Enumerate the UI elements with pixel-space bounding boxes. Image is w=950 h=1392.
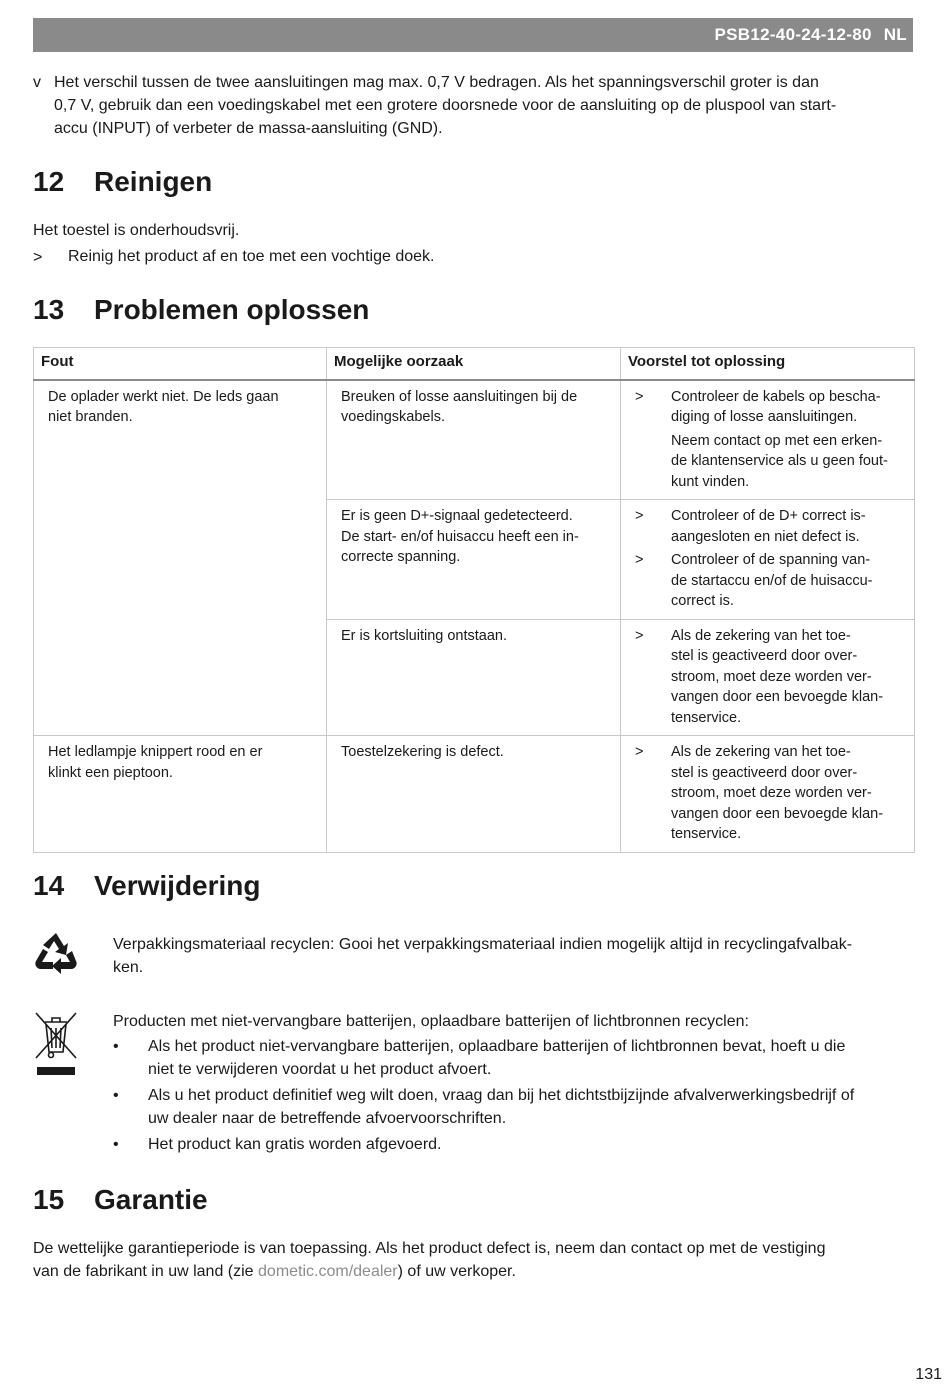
cell-line: tenservice.	[671, 826, 742, 842]
section-title: Problemen oplossen	[94, 294, 370, 325]
text-line: Het product kan gratis worden afgevoerd.	[148, 1136, 442, 1153]
solution-item	[635, 550, 906, 612]
cell-line: correct is.	[671, 593, 734, 609]
cell-line: kunt vinden.	[671, 473, 750, 490]
cell-line: Er is geen D+-signaal gedetecteerd.	[341, 508, 573, 524]
page-number: 131	[915, 1366, 942, 1383]
column-header: Mogelijke oorzaak	[327, 348, 621, 380]
solution-cell	[621, 619, 915, 736]
cause-cell	[327, 619, 621, 736]
section-number: 15	[33, 1184, 65, 1215]
solution-item	[635, 742, 906, 845]
cell-line: vangen door een bevoegde klan-	[671, 805, 884, 822]
section-number: 14	[33, 870, 65, 901]
text-fragment: van de fabrikant in uw land (zie	[33, 1263, 259, 1280]
step-marker: >	[33, 249, 43, 266]
troubleshooting-table	[33, 347, 915, 853]
cell-line: vangen door een bevoegde klan-	[671, 689, 884, 705]
section-number: 12	[33, 166, 65, 197]
cell-line: de klantenservice als u geen fout-	[671, 453, 888, 469]
solution-item	[635, 506, 906, 547]
section-12-heading	[33, 165, 212, 199]
fault-cell	[34, 380, 327, 736]
battery-intro: Producten met niet-vervangbare batterijen, oplaadbare batterijen of lichtbronnen recyclen:	[113, 1013, 749, 1030]
language-code: NL	[883, 25, 907, 44]
cell-line: Controleer of de D+ correct is-	[671, 508, 866, 524]
step-marker: >	[635, 552, 644, 568]
text-fragment: ) of uw verkoper.	[397, 1263, 516, 1280]
cell-line: stel is geactiveerd door over-	[671, 648, 858, 664]
cell-line: Als de zekering van het toe-	[671, 627, 851, 644]
note-marker: v	[33, 74, 41, 91]
intro-paragraph	[54, 71, 914, 140]
step-marker: >	[635, 744, 644, 760]
table-row	[34, 736, 915, 853]
intro-line: accu (INPUT) of verbeter de massa-aansluiting (GND).	[54, 120, 443, 137]
cell-line: stel is geactiveerd door over-	[671, 764, 858, 781]
crossed-out-bin-icon	[33, 1010, 79, 1080]
section-title: Garantie	[94, 1184, 208, 1215]
cell-line: niet branden.	[48, 409, 133, 425]
list-item	[113, 1133, 918, 1156]
text-line	[33, 1260, 918, 1283]
cell-line: De start- en/of huisaccu heeft een in-	[341, 528, 579, 545]
bullet-dot: •	[113, 1038, 119, 1055]
table-header-row	[34, 348, 915, 380]
cell-line: stroom, moet deze worden ver-	[671, 668, 872, 685]
solution-cell	[621, 380, 915, 500]
cell-line: voedingskabels.	[341, 409, 445, 425]
text-line: Verpakkingsmateriaal recyclen: Gooi het verpakkingsmateriaal indien mogelijk altijd in recyclingafvalbak-	[113, 936, 853, 953]
bullet-dot: •	[113, 1087, 119, 1104]
cell-line: De oplader werkt niet. De leds gaan	[48, 388, 279, 405]
cell-line: Neem contact op met een erken-	[671, 432, 883, 449]
text-line: Als het product niet-vervangbare batterijen, oplaadbare batterijen of lichtbronnen bevat, hoeft u die	[148, 1038, 846, 1055]
cause-cell	[327, 736, 621, 853]
cell-line: Controleer de kabels op bescha-	[671, 388, 881, 405]
list-item	[113, 1035, 918, 1081]
solution-cell	[621, 500, 915, 620]
cell-line: Er is kortsluiting ontstaan.	[341, 627, 508, 644]
cause-cell	[327, 500, 621, 620]
step-marker: >	[635, 388, 644, 405]
text-line: Als u het product definitief weg wilt doen, vraag dan bij het dichtstbijzijnde afvalverwerkingsbedrijf of	[148, 1087, 855, 1104]
text-line: uw dealer naar de betreffende afvoervoorschriften.	[148, 1110, 507, 1127]
cleaning-step: Reinig het product af en toe met een vochtige doek.	[68, 248, 435, 265]
section-number: 13	[33, 294, 65, 325]
step-marker: >	[635, 508, 644, 524]
list-item	[113, 1084, 918, 1130]
cell-line: Controleer of de spanning van-	[671, 552, 871, 568]
section-title: Reinigen	[94, 166, 213, 197]
section-title: Verwijdering	[94, 870, 261, 901]
section-15-heading	[33, 1183, 208, 1217]
solution-cell	[621, 736, 915, 853]
solution-item	[635, 431, 906, 493]
battery-bullet-list	[113, 1035, 918, 1159]
cell-line: klinkt een pieptoon.	[48, 764, 173, 781]
table-row	[34, 380, 915, 500]
maintenance-text: Het toestel is onderhoudsvrij.	[33, 222, 240, 239]
cell-line: de startaccu en/of de huisaccu-	[671, 572, 873, 589]
recycle-icon	[33, 931, 79, 977]
cell-line: Als de zekering van het toe-	[671, 744, 851, 760]
cell-line: stroom, moet deze worden ver-	[671, 785, 872, 801]
text-line: De wettelijke garantieperiode is van toepassing. Als het product defect is, neem dan contact op met de vestiging	[33, 1240, 826, 1257]
text-line: ken.	[113, 959, 144, 976]
solution-item	[635, 626, 906, 729]
cell-line: diging of losse aansluitingen.	[671, 409, 858, 425]
cell-line: Breuken of losse aansluitingen bij de	[341, 388, 578, 405]
intro-line: 0,7 V, gebruik dan een voedingskabel met een grotere doorsnede voor de aansluiting op de pluspool van start-	[54, 97, 837, 114]
cell-line: Het ledlampje knippert rood en er	[48, 744, 263, 760]
recycle-paragraph	[113, 933, 918, 979]
dealer-link[interactable]: dometic.com/dealer	[258, 1263, 398, 1280]
text-line: niet te verwijderen voordat u het product afvoert.	[148, 1061, 492, 1078]
intro-line: Het verschil tussen de twee aansluitingen mag max. 0,7 V bedragen. Als het spanningsverschil groter is dan	[54, 74, 819, 91]
page-header-bar	[33, 18, 913, 52]
cell-line: aangesloten en niet defect is.	[671, 528, 860, 545]
cell-line: correcte spanning.	[341, 549, 461, 565]
warranty-paragraph	[33, 1237, 918, 1283]
model-number: PSB12-40-24-12-80	[714, 25, 872, 44]
bullet-dot: •	[113, 1136, 119, 1153]
column-header: Fout	[34, 348, 327, 380]
cause-cell	[327, 380, 621, 500]
section-13-heading	[33, 293, 369, 327]
step-marker: >	[635, 627, 644, 644]
cell-line: tenservice.	[671, 709, 742, 726]
section-14-heading	[33, 869, 261, 903]
cell-line: Toestelzekering is defect.	[341, 744, 504, 760]
fault-cell	[34, 736, 327, 853]
column-header: Voorstel tot oplossing	[621, 348, 915, 380]
solution-item	[635, 387, 906, 428]
